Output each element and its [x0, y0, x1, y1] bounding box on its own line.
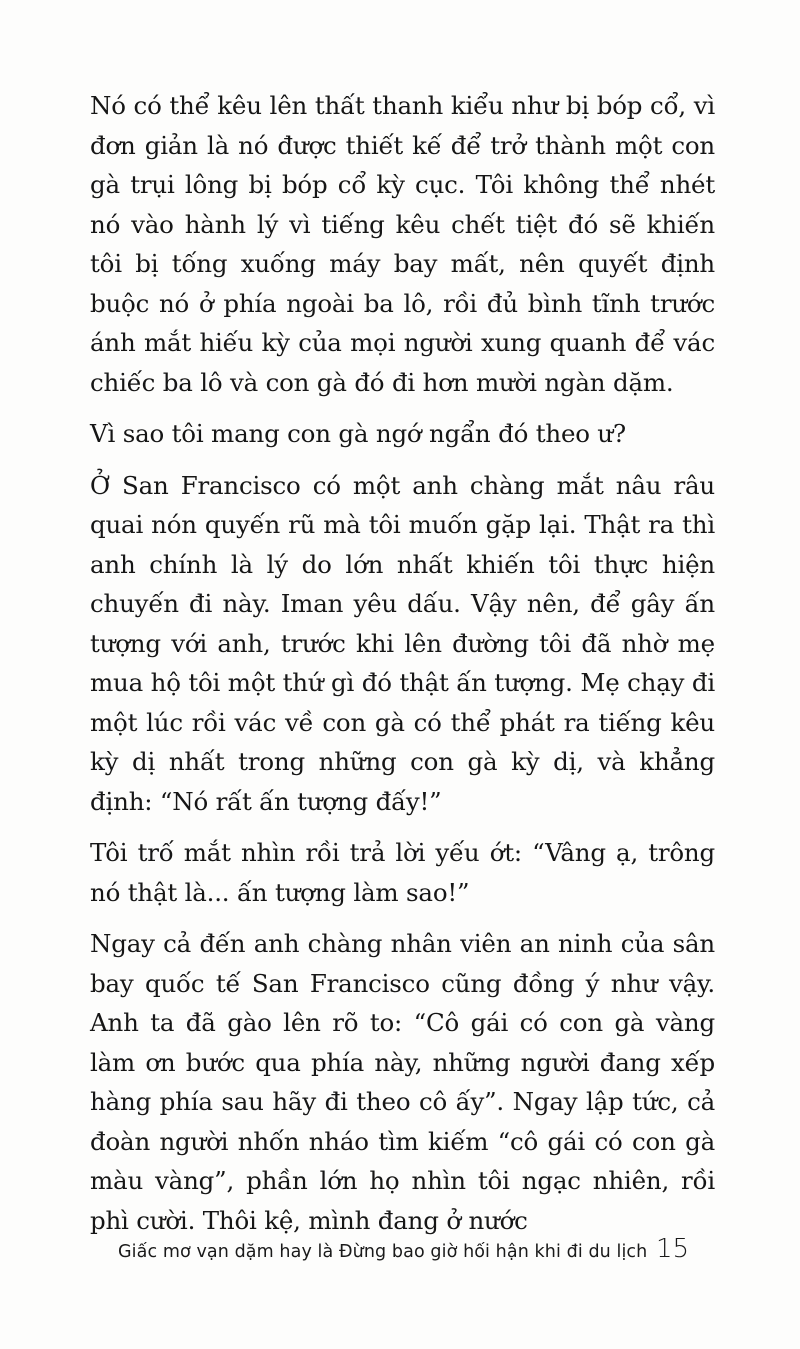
page-number: 15 — [656, 1234, 690, 1264]
body-text — [90, 86, 715, 1252]
paragraph-2: Vì sao tôi mang con gà ngớ ngẩn đó theo ư? — [90, 419, 626, 448]
running-title: Giấc mơ vạn dặm hay là Đừng bao giờ hối hận khi đi du lịch — [118, 1242, 648, 1262]
paragraph-1: Nó có thể kêu lên thất thanh kiểu như bị bóp cổ, vì đơn giản là nó được thiết kế để trở thành một con gà trụi lông bị bóp cổ kỳ cục. Tôi không thể nhét nó vào hành lý vì tiếng kêu chết tiệt đó sẽ khiến tôi bị tống xuống máy bay mất, nên quyết định buộc nó ở phía ngoài ba lô, rồi đủ bình tĩnh trước ánh mắt hiếu kỳ của mọi người xung quanh để vác chiếc ba lô và con gà đó đi hơn mười ngàn dặm. — [90, 91, 715, 397]
paragraph-4: Tôi trố mắt nhìn rồi trả lời yếu ớt: “Vâng ạ, trông nó thật là... ấn tượng làm sao!” — [90, 838, 715, 907]
page-footer — [118, 1232, 718, 1272]
paragraph-5: Ngay cả đến anh chàng nhân viên an ninh của sân bay quốc tế San Francisco cũng đồng ý như vậy. Anh ta đã gào lên rõ to: “Cô gái có con gà vàng làm ơn bước qua phía này, những người đang xếp hàng phía sau hãy đi theo cô ấy”. Ngay lập tức, cả đoàn người nhốn nháo tìm kiếm “cô gái có con gà màu vàng”, phần lớn họ nhìn tôi ngạc nhiên, rồi phì cười. Thôi kệ, mình đang ở nước — [90, 929, 715, 1235]
paragraph-3: Ở San Francisco có một anh chàng mắt nâu râu quai nón quyến rũ mà tôi muốn gặp lại. Thật ra thì anh chính là lý do lớn nhất khiến tôi thực hiện chuyến đi này. Iman yêu dấu. Vậy nên, để gây ấn tượng với anh, trước khi lên đường tôi đã nhờ mẹ mua hộ tôi một thứ gì đó thật ấn tượng. Mẹ chạy đi một lúc rồi vác về con gà có thể phát ra tiếng kêu kỳ dị nhất trong những con gà kỳ dị, và khẳng định: “Nó rất ấn tượng đấy!” — [90, 470, 715, 816]
